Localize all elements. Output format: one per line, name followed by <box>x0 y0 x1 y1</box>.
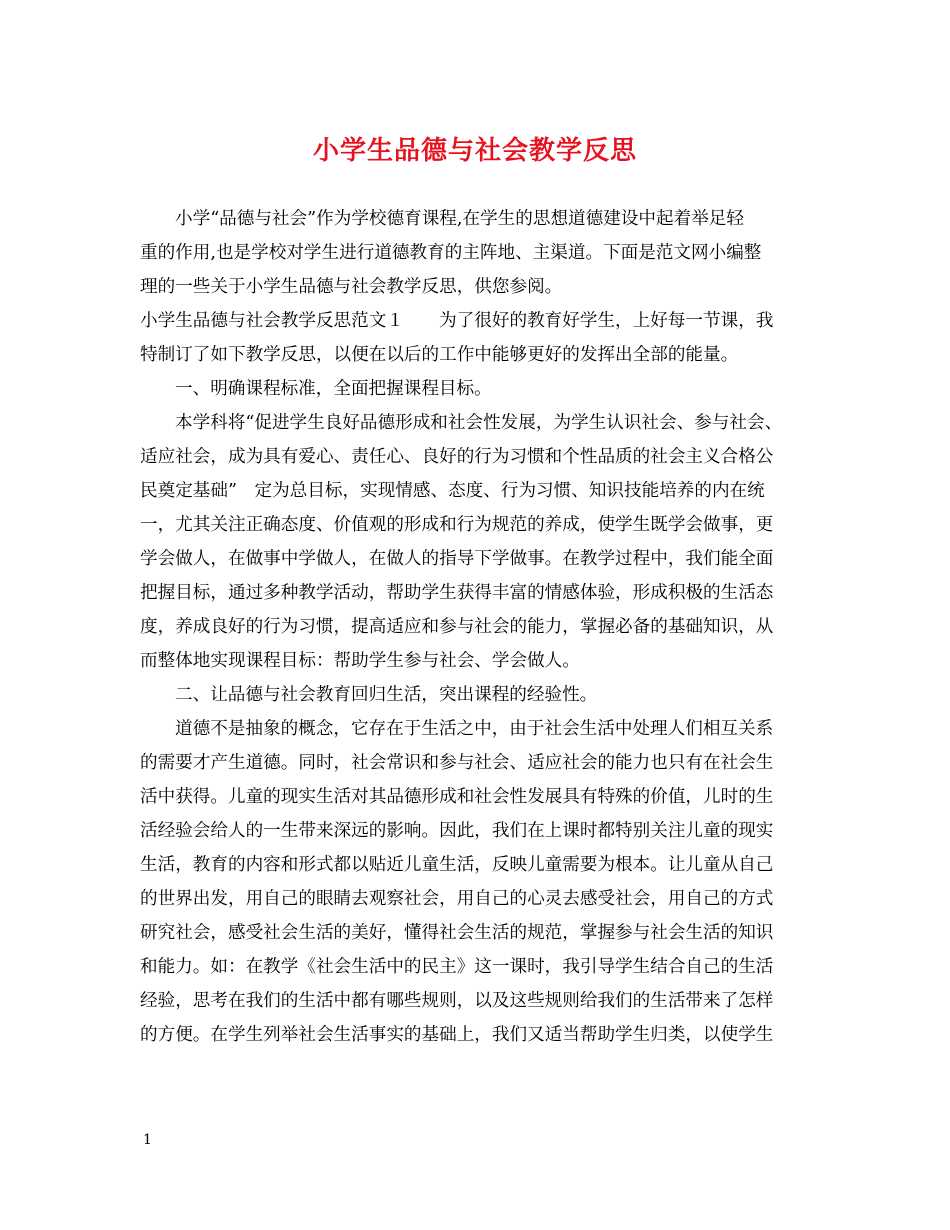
text-line: 重的作用,也是学校对学生进行道德教育的主阵地、主渠道。下面是范文网小编整 <box>140 243 762 263</box>
text-line: 民奠定基础” 定为总目标，实现情感、态度、行为习惯、知识技能培养的内在统 <box>140 481 765 501</box>
text-line: 理的一些关于小学生品德与社会教学反思，供您参阅。 <box>140 277 563 297</box>
text-line: 而整体地实现课程目标：帮助学生参与社会、学会做人。 <box>140 651 580 671</box>
text-line: 一，尤其关注正确态度、价值观的形成和行为规范的养成，使学生既学会做事，更 <box>140 515 774 535</box>
text-line: 道德不是抽象的概念，它存在于生活之中，由于社会生活中处理人们相互关系 <box>175 719 774 739</box>
text-line: 本学科将“促进学生良好品德形成和社会性发展，为学生认识社会、参与社会、 <box>175 413 783 433</box>
text-line: 的需要才产生道德。同时，社会常识和参与社会、适应社会的能力也只有在社会生 <box>140 753 774 773</box>
text-line: 活经验会给人的一生带来深远的影响。因此，我们在上课时都特别关注儿童的现实 <box>140 821 774 841</box>
text-line: 一、明确课程标准，全面把握课程目标。 <box>175 379 492 399</box>
text-line: 的方便。在学生列举社会生活事实的基础上，我们又适当帮助学生归类，以使学生 <box>140 1025 774 1045</box>
text-line: 学会做人，在做事中学做人，在做人的指导下学做事。在教学过程中，我们能全面 <box>140 549 774 569</box>
text-line: 研究社会，感受社会生活的美好，懂得社会生活的规范，掌握参与社会生活的知识 <box>140 923 774 943</box>
text-line: 活中获得。儿童的现实生活对其品德形成和社会性发展具有特殊的价值，儿时的生 <box>140 787 774 807</box>
text-line: 小学“品德与社会”作为学校德育课程,在学生的思想道德建设中起着举足轻 <box>175 209 744 229</box>
text-line: 把握目标，通过多种教学活动，帮助学生获得丰富的情感体验，形成积极的生活态 <box>140 583 774 603</box>
text-line: 和能力。如：在教学《社会生活中的民主》这一课时，我引导学生结合自己的生活 <box>140 957 774 977</box>
page-title: 小学生品德与社会教学反思 <box>312 136 637 166</box>
text-line: 适应社会，成为具有爱心、责任心、良好的行为习惯和个性品质的社会主义合格公 <box>140 447 774 467</box>
text-line: 的世界出发，用自己的眼睛去观察社会，用自己的心灵去感受社会，用自己的方式 <box>140 889 774 909</box>
document-body <box>140 202 830 1052</box>
text-line: 度，养成良好的行为习惯，提高适应和参与社会的能力，掌握必备的基础知识，从 <box>140 617 774 637</box>
text-line: 小学生品德与社会教学反思范文１ 为了很好的教育好学生，上好每一节课，我 <box>140 311 774 331</box>
text-line: 特制订了如下教学反思，以便在以后的工作中能够更好的发挥出全部的能量。 <box>140 345 739 365</box>
text-line: 经验，思考在我们的生活中都有哪些规则，以及这些规则给我们的生活带来了怎样 <box>140 991 774 1011</box>
page-number: 1 <box>143 1132 152 1148</box>
text-line: 生活，教育的内容和形式都以贴近儿童生活，反映儿童需要为根本。让儿童从自己 <box>140 855 774 875</box>
text-line: 二、让品德与社会教育回归生活，突出课程的经验性。 <box>175 685 598 705</box>
